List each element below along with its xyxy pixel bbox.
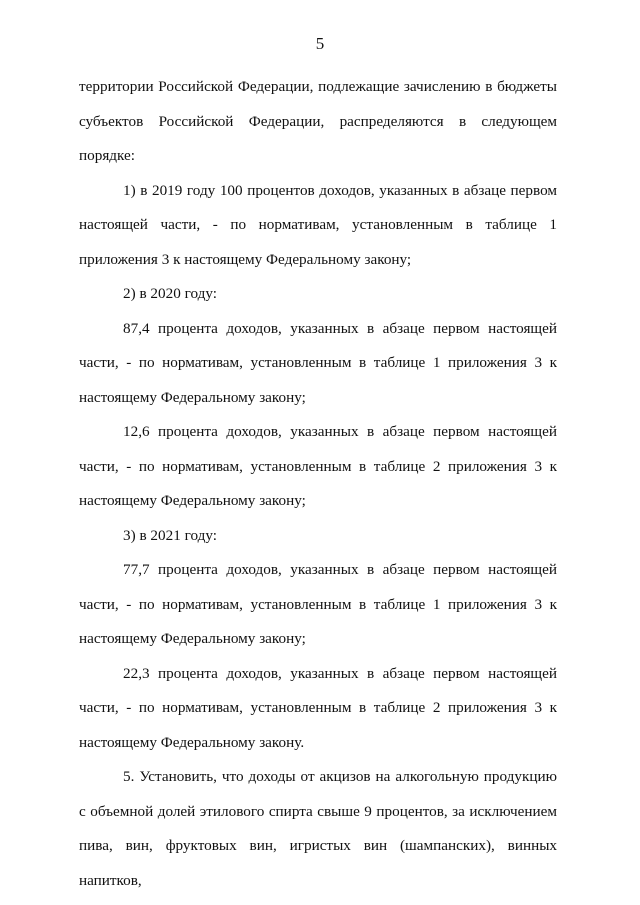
- paragraph: 3) в 2021 году:: [123, 526, 217, 544]
- paragraph: 77,7 процента доходов, указанных в абзаце первом настоящей части, - по нормативам, установленным в таблице 1 приложения 3 к настоящему Федеральному закону;: [79, 561, 557, 647]
- paragraph: 5. Установить, что доходы от акцизов на алкогольную продукцию с объемной долей этилового спирта свыше 9 процентов, за исключением пива, вин, фруктовых вин, игристых вин (шампанских), винных напитков,: [79, 768, 557, 889]
- paragraph: 1) в 2019 году 100 процентов доходов, указанных в абзаце первом настоящей части, - по нормативам, установленным в таблице 1 приложения 3 к настоящему Федеральному закону;: [79, 181, 557, 268]
- paragraph: 22,3 процента доходов, указанных в абзаце первом настоящей части, - по нормативам, установленным в таблице 2 приложения 3 к настоящему Федеральному закону.: [79, 664, 557, 751]
- page-number: 5: [315, 34, 325, 53]
- document-body: [79, 70, 557, 898]
- paragraph: 12,6 процента доходов, указанных в абзаце первом настоящей части, - по нормативам, установленным в таблице 2 приложения 3 к настоящему Федеральному закону;: [79, 423, 557, 509]
- paragraph: 2) в 2020 году:: [123, 285, 217, 302]
- paragraph: 87,4 процента доходов, указанных в абзаце первом настоящей части, - по нормативам, установленным в таблице 1 приложения 3 к настоящему Федеральному закону;: [79, 319, 557, 406]
- paragraph: территории Российской Федерации, подлежащие зачислению в бюджеты субъектов Российской Федерации, распределяются в следующем порядке:: [79, 78, 557, 164]
